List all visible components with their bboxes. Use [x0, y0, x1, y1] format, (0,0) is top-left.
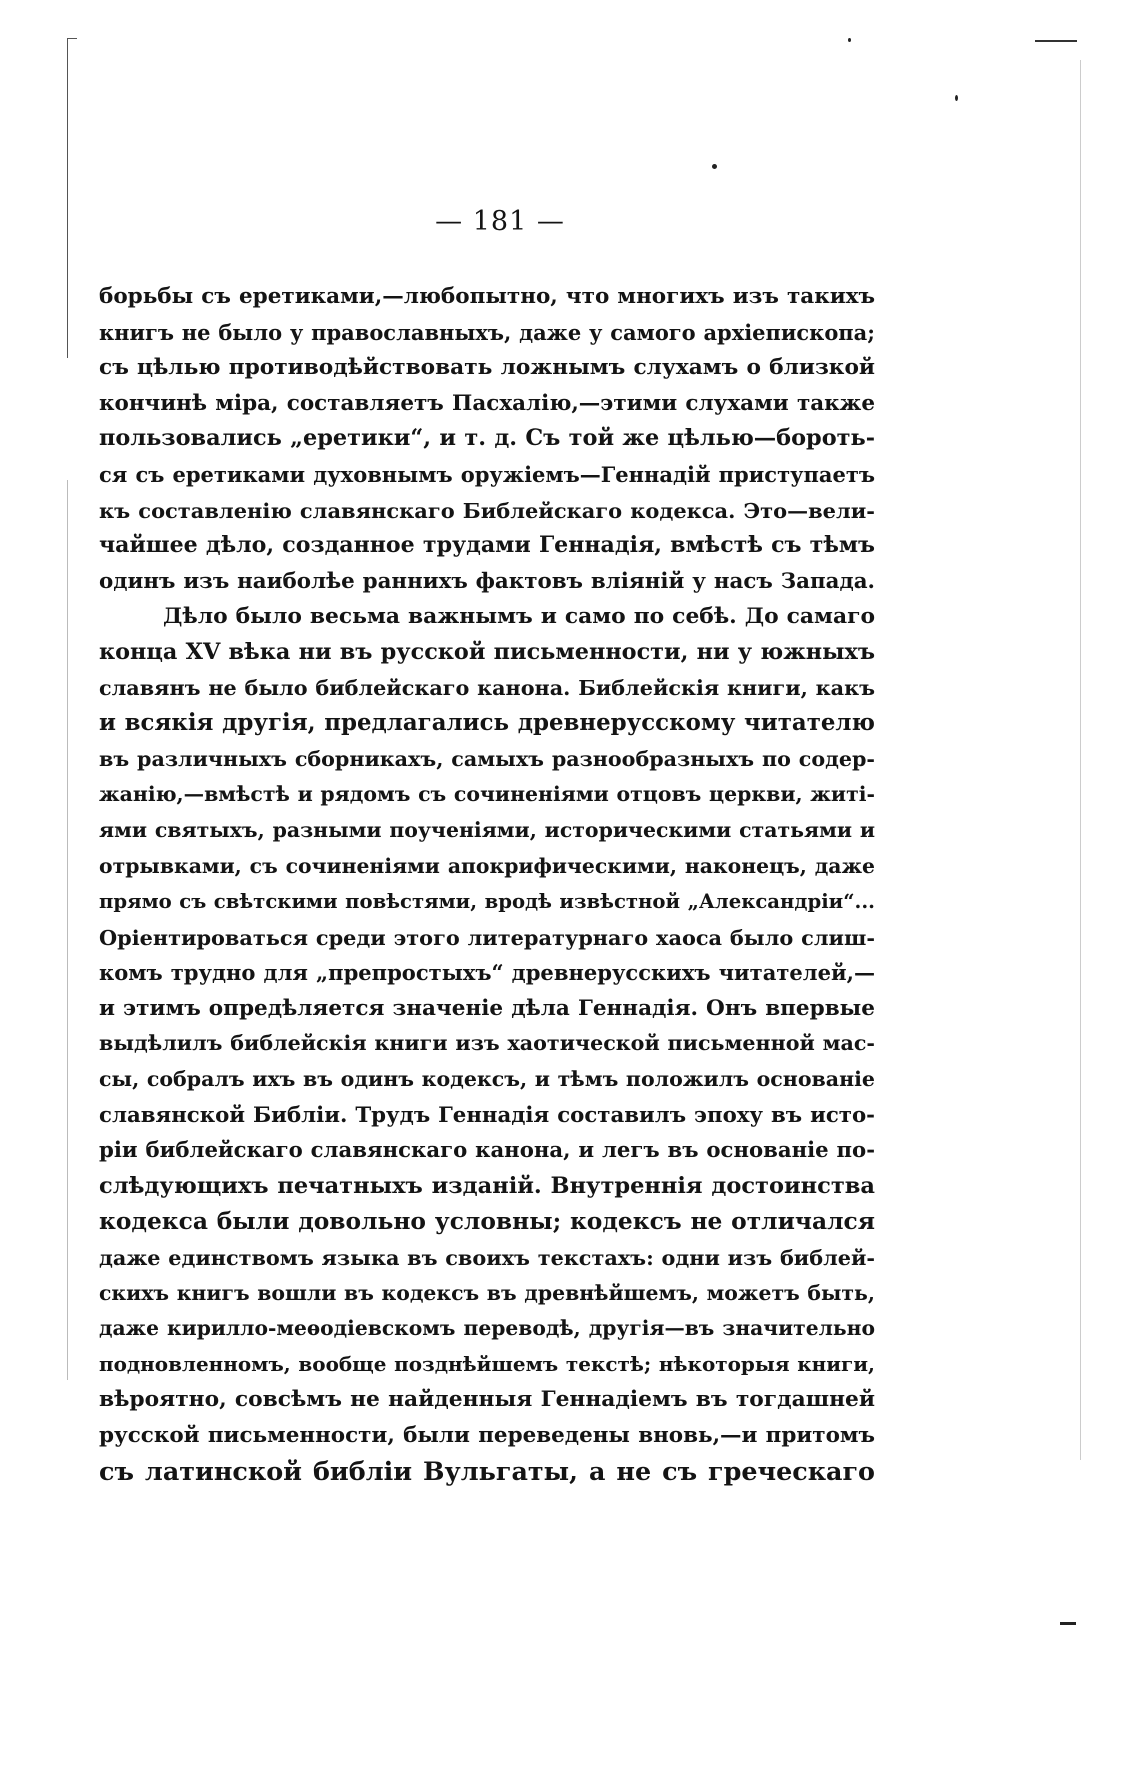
text-line: Оріентироваться среди этого литературнаго хаоса было слиш- — [99, 924, 875, 950]
scan-speck — [955, 95, 958, 101]
text-line: слѣдующихъ печатныхъ изданій. Внутреннія достоинства — [99, 1172, 875, 1199]
text-line: съ латинской библіи Вульгаты, а не съ греческаго — [99, 1455, 875, 1486]
scan-edge-left — [67, 38, 68, 358]
text-line: борьбы съ еретиками,—любопытно, что многихъ изъ такихъ — [99, 284, 875, 309]
text-line: ріи библейскаго славянскаго канона, и легъ въ основаніе по- — [99, 1138, 875, 1164]
text-line: даже кирилло-меѳодіевскомъ переводѣ, другія—въ значительно — [99, 1316, 875, 1341]
text-line: русской письменности, были переведены вновь,—и притомъ — [99, 1423, 875, 1448]
scan-edge-right — [1080, 60, 1081, 1460]
text-line: и всякія другія, предлагались древнерусскому читателю — [99, 710, 875, 737]
text-line: конца XV вѣка ни въ русской письменности, ни у южныхъ — [99, 638, 875, 665]
text-line: пользовались „еретики“, и т. д. Съ той же цѣлью—бороть- — [99, 425, 875, 452]
text-line: и этимъ опредѣляется значеніе дѣла Геннадія. Онъ впервые — [99, 995, 875, 1021]
text-line: съ цѣлью противодѣйствовать ложнымъ слухамъ о близкой — [99, 355, 875, 381]
scan-speck — [712, 164, 717, 169]
text-line: даже единствомъ языка въ своихъ текстахъ: одни изъ библей- — [99, 1245, 875, 1271]
text-line: жанію,—вмѣстѣ и рядомъ съ сочиненіями отцовъ церкви, житі- — [99, 782, 875, 807]
text-line: чайшее дѣло, созданное трудами Геннадія, вмѣстѣ съ тѣмъ — [99, 532, 875, 559]
text-line: одинъ изъ наиболѣе раннихъ фактовъ вліяній у насъ Запада. — [99, 568, 875, 594]
text-line: книгъ не было у православныхъ, даже у самого архіепископа; — [99, 319, 875, 345]
text-line: прямо съ свѣтскими повѣстями, вродѣ извѣстной „Александріи“... — [99, 890, 875, 914]
scan-edge-right-corner — [1035, 40, 1077, 42]
text-line: въ различныхъ сборникахъ, самыхъ разнообразныхъ по содер- — [99, 746, 875, 771]
text-line: отрывками, съ сочиненіями апокрифическими, наконецъ, даже — [99, 853, 875, 878]
text-line: скихъ книгъ вошли въ кодексъ въ древнѣйшемъ, можетъ быть, — [99, 1280, 875, 1305]
scan-mark — [1060, 1622, 1076, 1625]
text-line: комъ трудно для „препростыхъ“ древнерусскихъ читателей,— — [99, 960, 875, 986]
text-line: ями святыхъ, разными поученіями, историческими статьями и — [99, 817, 875, 842]
text-line: кончинѣ міра, составляетъ Пасхалію,—этими слухами также — [99, 390, 875, 416]
text-line: выдѣлилъ библейскія книги изъ хаотической письменной мас- — [99, 1031, 875, 1056]
scan-edge-left-lower — [67, 480, 68, 1380]
body-text — [99, 279, 875, 1489]
text-line: Дѣло было весьма важнымъ и само по себѣ. До самаго — [163, 604, 875, 630]
text-line: ся съ еретиками духовнымъ оружіемъ—Геннадій приступаетъ — [99, 461, 875, 487]
text-line: подновленномъ, вообще позднѣйшемъ текстѣ; нѣкоторыя книги, — [99, 1351, 875, 1376]
page-number: — 181 — — [435, 206, 565, 237]
text-line: славянской Библіи. Трудъ Геннадія составилъ эпоху въ исто- — [99, 1102, 875, 1128]
text-line: славянъ не было библейскаго канона. Библейскія книги, какъ — [99, 675, 875, 700]
text-line: сы, собралъ ихъ въ одинъ кодексъ, и тѣмъ положилъ основаніе — [99, 1067, 875, 1092]
scan-edge-corner — [67, 38, 77, 39]
text-line: къ составленію славянскаго Библейскаго кодекса. Это—вели- — [99, 497, 875, 523]
text-line: вѣроятно, совсѣмъ не найденныя Геннадіемъ въ тогдашней — [99, 1387, 875, 1413]
text-line: кодекса были довольно условны; кодексъ не отличался — [99, 1207, 875, 1236]
scan-speck — [848, 38, 851, 42]
